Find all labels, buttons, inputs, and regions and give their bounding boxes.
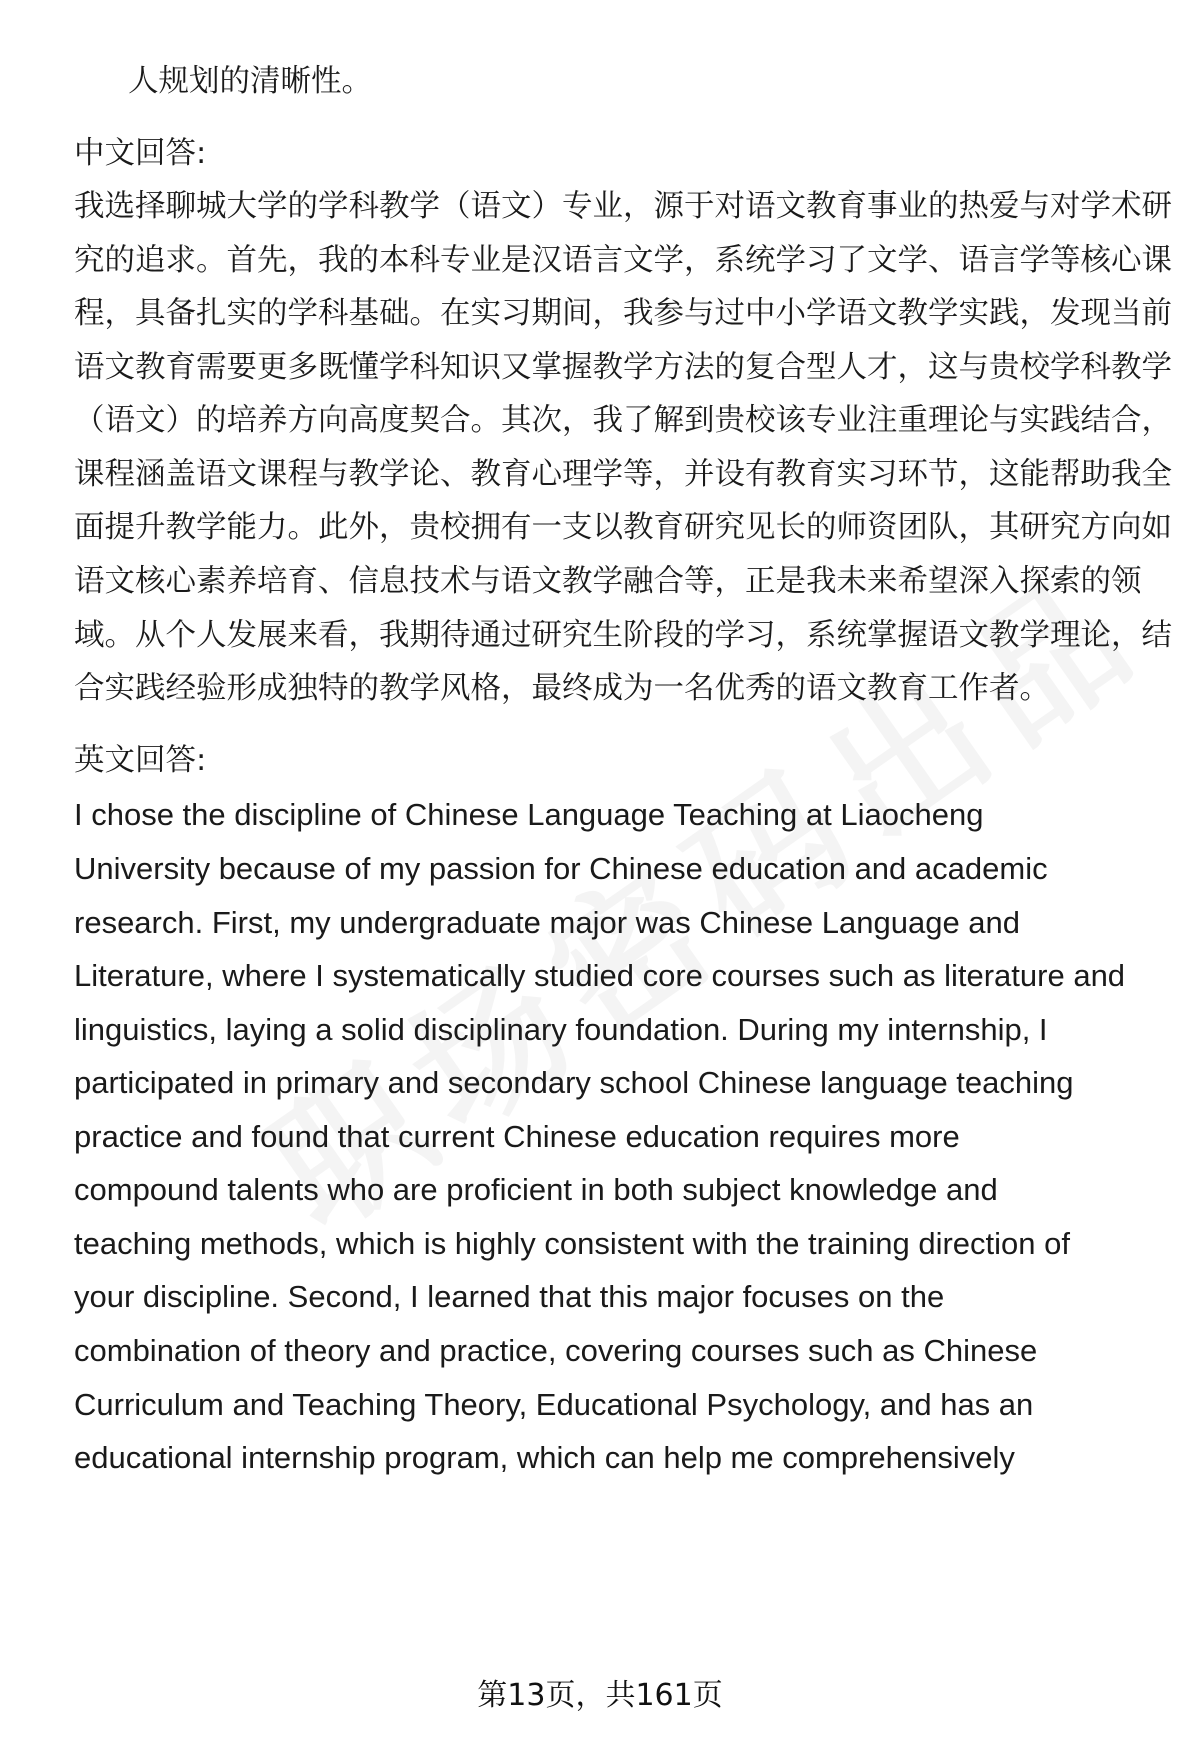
chinese-line: 语文教育需要更多既懂学科知识又掌握教学方法的复合型人才，这与贵校学科教学 xyxy=(74,350,1172,385)
english-line: University because of my passion for Chinese education and academic xyxy=(74,851,1048,886)
chinese-line: 面提升教学能力。此外，贵校拥有一支以教育研究见长的师资团队，其研究方向如 xyxy=(74,510,1172,545)
english-line: your discipline. Second, I learned that this major focuses on the xyxy=(74,1279,945,1314)
english-line: practice and found that current Chinese education requires more xyxy=(74,1119,960,1154)
chinese-line: （语文）的培养方向高度契合。其次，我了解到贵校该专业注重理论与实践结合， xyxy=(74,403,1172,438)
chinese-line: 合实践经验形成独特的教学风格，最终成为一名优秀的语文教育工作者。 xyxy=(74,671,1050,706)
english-line: compound talents who are proficient in both subject knowledge and xyxy=(74,1172,998,1207)
english-line: teaching methods, which is highly consistent with the training direction of xyxy=(74,1226,1070,1261)
english-line: Curriculum and Teaching Theory, Educational Psychology, and has an xyxy=(74,1387,1034,1422)
chinese-line: 程，具备扎实的学科基础。在实习期间，我参与过中小学语文教学实践，发现当前 xyxy=(74,296,1172,331)
english-line: educational internship program, which can help me comprehensively xyxy=(74,1440,1015,1475)
chinese-line: 我选择聊城大学的学科教学（语文）专业，源于对语文教育事业的热爱与对学术研 xyxy=(74,189,1172,224)
chinese-line: 语文核心素养培育、信息技术与语文教学融合等，正是我未来希望深入探索的领 xyxy=(74,564,1142,599)
page-number: 第13页，共161页 xyxy=(477,1678,723,1713)
english-line: participated in primary and secondary school Chinese language teaching xyxy=(74,1065,1074,1100)
intro-tail-text: 人规划的清晰性。 xyxy=(128,64,372,99)
english-line: research. First, my undergraduate major was Chinese Language and xyxy=(74,905,1021,940)
english-line: Literature, where I systematically studied core courses such as literature and xyxy=(74,958,1126,993)
chinese-line: 域。从个人发展来看，我期待通过研究生阶段的学习，系统掌握语文教学理论，结 xyxy=(74,618,1172,653)
english-line: I chose the discipline of Chinese Language Teaching at Liaocheng xyxy=(74,797,984,832)
chinese-line: 究的追求。首先，我的本科专业是汉语言文学，系统学习了文学、语言学等核心课 xyxy=(74,243,1172,278)
english-line: linguistics, laying a solid disciplinary foundation. During my internship, I xyxy=(74,1012,1048,1047)
chinese-heading: 中文回答: xyxy=(74,136,207,171)
chinese-line: 课程涵盖语文课程与教学论、教育心理学等，并设有教育实习环节，这能帮助我全 xyxy=(74,457,1172,492)
english-line: combination of theory and practice, covering courses such as Chinese xyxy=(74,1333,1038,1368)
english-heading: 英文回答: xyxy=(74,743,207,778)
